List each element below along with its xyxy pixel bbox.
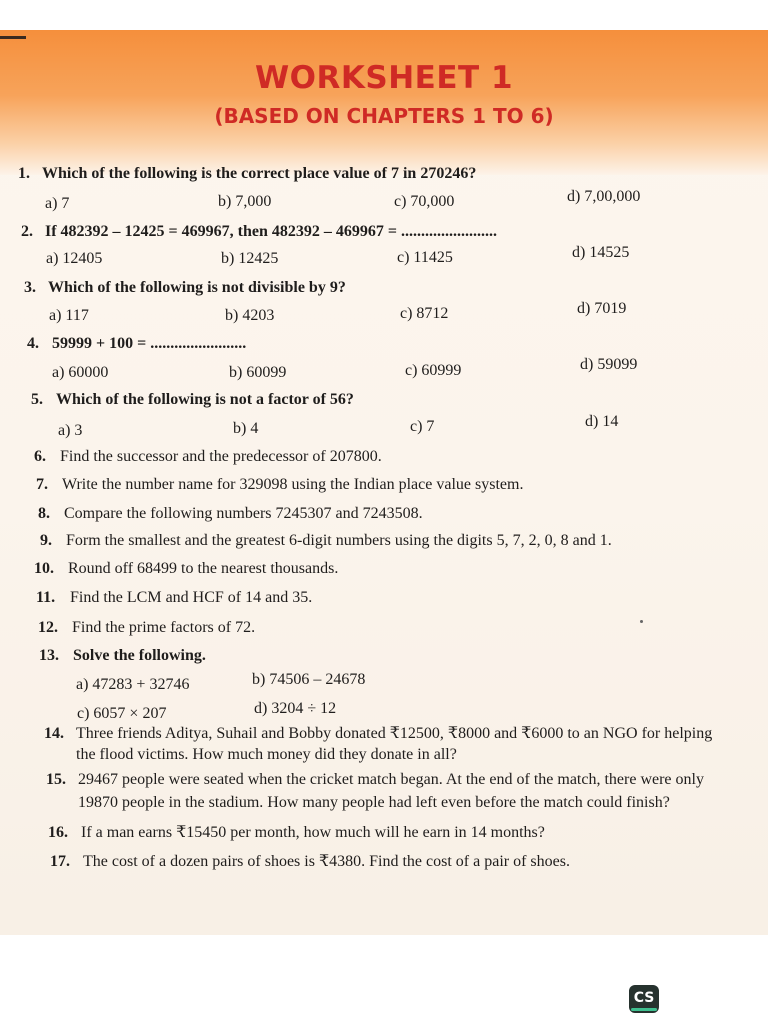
- question-1: 1. Which of the following is the correct place value of 7 in 270246?: [18, 165, 477, 182]
- question-10: 10. Round off 68499 to the nearest thousands.: [34, 560, 339, 577]
- question-14-line-2: the flood victims. How much money did they donate in all?: [76, 746, 457, 763]
- q3-option-a: a) 117: [49, 307, 89, 324]
- question-9: 9. Form the smallest and the greatest 6-digit numbers using the digits 5, 7, 2, 0, 8 and 1.: [40, 532, 612, 549]
- question-2: 2. If 482392 – 12425 = 469967, then 482392 – 469967 = ........................: [21, 223, 498, 240]
- q3-option-c: c) 8712: [400, 305, 449, 322]
- question-15-line-2: 19870 people in the stadium. How many people had left even before the match could finish?: [78, 794, 670, 811]
- question-17: 17. The cost of a dozen pairs of shoes is ₹4380. Find the cost of a pair of shoes.: [50, 853, 570, 870]
- q13-part-a: a) 47283 + 32746: [76, 676, 190, 693]
- q1-option-a: a) 7: [45, 195, 70, 212]
- q13-part-b: b) 74506 – 24678: [252, 671, 366, 688]
- q1-option-d: d) 7,00,000: [567, 188, 641, 205]
- q3-option-d: d) 7019: [577, 300, 627, 317]
- q2-option-d: d) 14525: [572, 244, 630, 261]
- question-16: 16. If a man earns ₹15450 per month, how much will he earn in 14 months?: [48, 824, 545, 841]
- q13-part-c: c) 6057 × 207: [77, 705, 167, 722]
- header-band: [0, 30, 768, 175]
- question-8: 8. Compare the following numbers 7245307 and 7243508.: [38, 505, 423, 522]
- q1-option-b: b) 7,000: [218, 193, 272, 210]
- question-11: 11. Find the LCM and HCF of 14 and 35.: [36, 589, 313, 606]
- q5-option-d: d) 14: [585, 413, 619, 430]
- q2-option-b: b) 12425: [221, 250, 279, 267]
- q4-option-d: d) 59099: [580, 356, 638, 373]
- question-15: 15. 29467 people were seated when the cricket match began. At the end of the match, there were only: [46, 771, 704, 788]
- question-14: 14. Three friends Aditya, Suhail and Bobby donated ₹12500, ₹8000 and ₹6000 to an NGO for helping: [44, 725, 713, 742]
- q5-option-a: a) 3: [58, 422, 83, 439]
- question-6: 6. Find the successor and the predecessor of 207800.: [34, 448, 382, 465]
- question-12: 12. Find the prime factors of 72.: [38, 619, 256, 636]
- question-7: 7. Write the number name for 329098 using the Indian place value system.: [36, 476, 524, 493]
- q1-option-c: c) 70,000: [394, 193, 455, 210]
- q2-option-a: a) 12405: [46, 250, 103, 267]
- q5-option-b: b) 4: [233, 420, 259, 437]
- q4-option-b: b) 60099: [229, 364, 287, 381]
- worksheet-subtitle: (BASED ON CHAPTERS 1 TO 6): [214, 104, 554, 128]
- stray-dot: [640, 620, 643, 623]
- q2-option-c: c) 11425: [397, 249, 453, 266]
- question-13: 13. Solve the following.: [39, 647, 206, 664]
- q13-part-d: d) 3204 ÷ 12: [254, 700, 337, 717]
- q5-option-c: c) 7: [410, 418, 435, 435]
- camscanner-badge: CS: [629, 985, 659, 1013]
- q3-option-b: b) 4203: [225, 307, 275, 324]
- worksheet-title: WORKSHEET 1: [254, 60, 514, 96]
- question-4: 4. 59999 + 100 = ........................: [27, 335, 247, 352]
- q4-option-c: c) 60999: [405, 362, 462, 379]
- corner-mark: [0, 36, 26, 39]
- question-5: 5. Which of the following is not a factor of 56?: [31, 391, 354, 408]
- question-3: 3. Which of the following is not divisible by 9?: [24, 279, 346, 296]
- q4-option-a: a) 60000: [52, 364, 109, 381]
